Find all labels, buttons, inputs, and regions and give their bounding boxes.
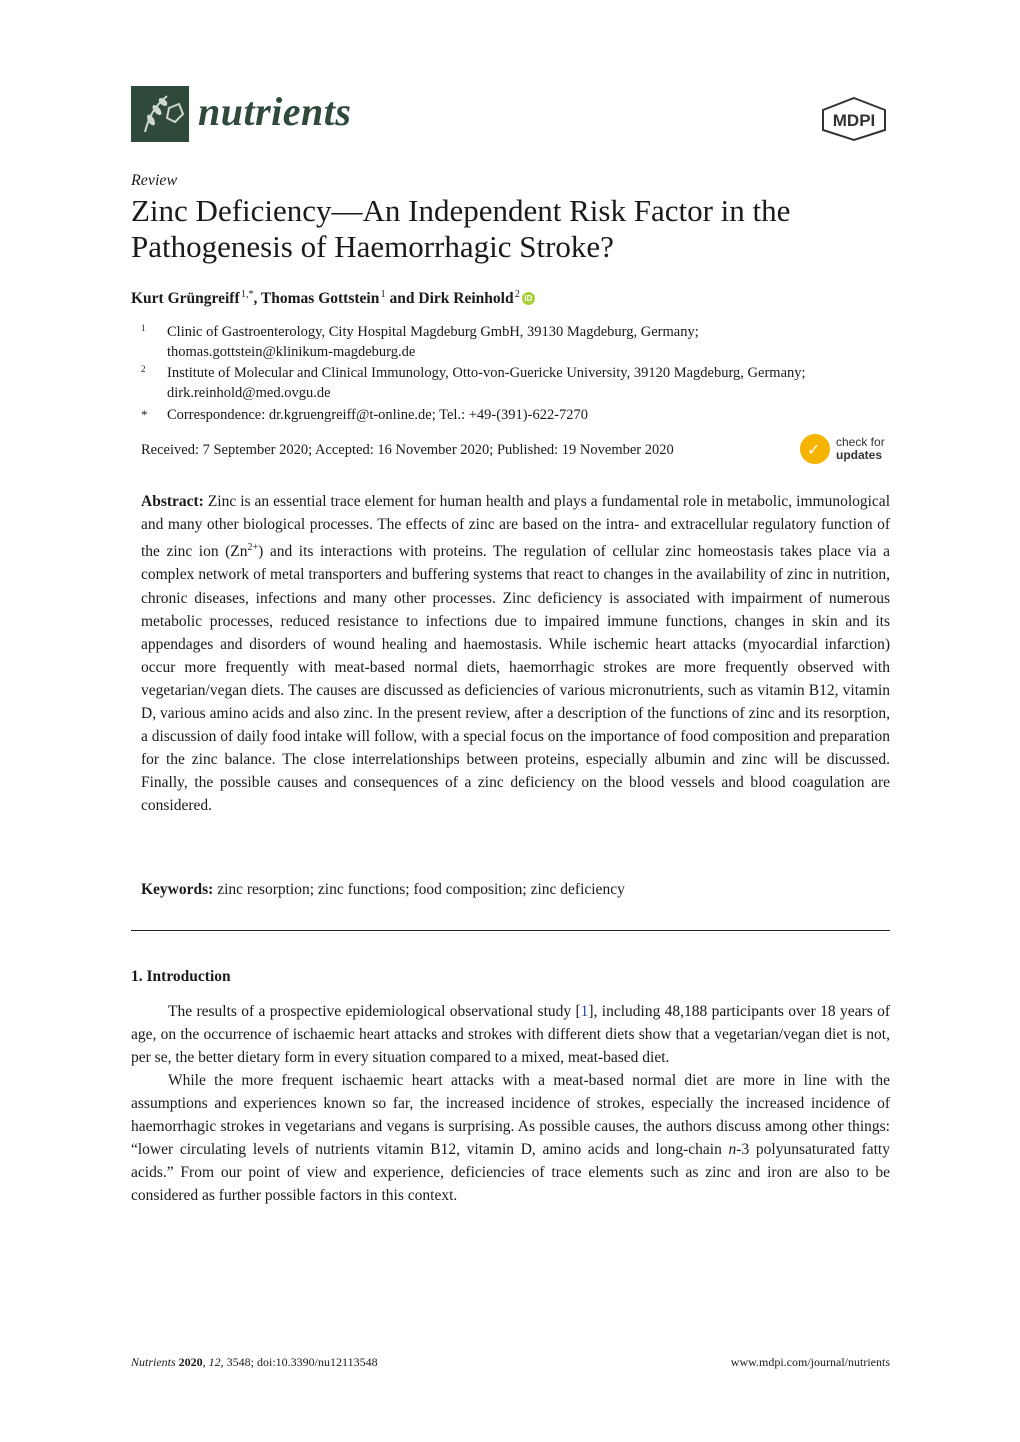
article-title: Zinc Deficiency—An Independent Risk Factor in the Pathogenesis of Haemorrhagic Stroke? (131, 193, 791, 264)
footer-citation: Nutrients 2020, 12, 3548; doi:10.3390/nu12113548 (131, 1355, 378, 1369)
author-name: Dirk Reinhold (418, 290, 514, 308)
affiliation-email: dirk.reinhold@med.ovgu.de (167, 385, 331, 401)
paragraph: While the more frequent ischaemic heart attacks with a meat-based normal diet are more in line with the assumptions and experiences known so far, the increased incidence of strokes, especially the increased incidence of haemorrhagic strokes in vegetarians and vegans is surprising. As possible causes, the authors discuss among other things: “lower circulating levels of nutrients vitamin B12, vitamin D, amino acids and long-chain n-3 polyunsaturated fatty acids.” From our point of view and experience, deficiencies of trace elements such as zinc and iron are also to be considered as further possible factors in this context. (131, 1072, 890, 1204)
authors-line: Kurt Grüngreiff $^{1,*}$, Thomas Gottstein $^1$ and Dirk Reinhold $^2$ iD (131, 289, 535, 308)
publication-dates: Received: 7 September 2020; Accepted: 16 November 2020; Published: 19 November 2020 (141, 442, 674, 458)
author-name: Thomas Gottstein (260, 290, 380, 308)
journal-name: nutrients (198, 89, 352, 134)
mdpi-logo (819, 96, 889, 142)
introduction-body (131, 1000, 890, 1207)
section-heading: 1. Introduction (131, 968, 231, 985)
journal-logo-icon (131, 86, 189, 142)
reference-link[interactable]: 1 (580, 1003, 589, 1020)
check-icon: ✓ (800, 434, 830, 464)
abstract-label: Abstract: (141, 493, 204, 510)
author-sup: 1,* (240, 289, 254, 300)
author-name: Kurt Grüngreiff (131, 290, 240, 308)
author-sup: 2 (514, 289, 520, 300)
orcid-icon[interactable]: iD (522, 292, 535, 305)
divider (131, 930, 890, 931)
affiliation-email: thomas.gottstein@klinikum-magdeburg.de (167, 344, 416, 360)
article-type: Review (131, 172, 178, 189)
mdpi-logo-text: MDPI (832, 111, 876, 130)
keywords: Keywords: zinc resorption; zinc functions; food composition; zinc deficiency (141, 881, 625, 898)
abstract: Abstract: Zinc is an essential trace element for human health and plays a fundamental role in metabolic, immunological and many other biological processes. The effects of zinc are based on the intra- and extracellular regulatory function of the zinc ion $(Zn^{2+})$ and its interactions with proteins. The regulation of cellular zinc homeostasis takes place via a complex network of metal transporters and buffering systems that react to changes in the availability of zinc in nutrition, chronic diseases, infections and many other processes. Zinc deficiency is associated with impairment of numerous metabolic processes, reduced resistance to infections due to impaired immune functions, changes in skin and its appendages and disorders of wound healing and haemostasis. While ischemic heart attacks (myocardial infarction) occur more frequently with meat-based normal diets, haemorrhagic strokes are more frequently observed with vegetarian/vegan diets. The causes are discussed as deficiencies of various micronutrients, such as vitamin B12, vitamin D, various amino acids and also zinc. In the present review, after a description of the functions of zinc and its resorption, a discussion of daily food intake will follow, with a special focus on the importance of food composition and preparation for the zinc balance. The close interrelationships between proteins, especially albumin and zinc will be discussed. Finally, the possible causes and consequences of a zinc deficiency on the blood vessels and blood coagulation are considered. (141, 493, 890, 815)
check-for-updates-button[interactable]: ✓ check for updates (800, 432, 890, 468)
author-sup: 1 (380, 289, 386, 300)
footer-url[interactable]: www.mdpi.com/journal/nutrients (730, 1355, 890, 1369)
paragraph: The results of a prospective epidemiological observational study [1], including 48,188 participants over 18 years of age, on the occurrence of ischaemic heart attacks and strokes with different diets show that a vegetarian/vegan diet is not, per se, the better dietary form in every situation compared to a mixed, meat-based diet. (131, 1003, 890, 1066)
